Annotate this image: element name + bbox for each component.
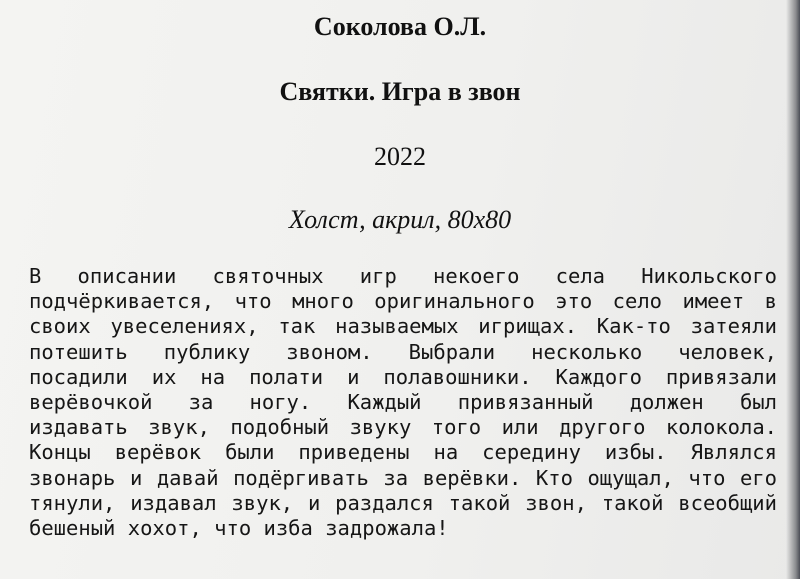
paragraph-line: потешить публику звоном. Выбрали несколько человек, [29, 339, 777, 364]
paragraph-line: подчёркивается, что много оригинального это село имеет в [29, 289, 777, 314]
page-edge-shadow [786, 0, 800, 579]
paragraph-line: своих увеселениях, так называемых игрищах. Как-то затеяли [29, 314, 777, 339]
paragraph-line: бешеный хохот, что изба задрожала! [29, 515, 449, 540]
artwork-title: Святки. Игра в звон [279, 77, 521, 106]
paragraph-line: Концы верёвок были приведены на середину избы. Являлся [29, 440, 777, 465]
paragraph-line: посадили их на полати и полавошники. Каждого привязали [29, 364, 777, 389]
paragraph-line: издавать звук, подобный звуку того или другого колокола. [29, 415, 777, 440]
paragraph-line: В описании святочных игр некоего села Никольского [29, 264, 777, 288]
artwork-year: 2022 [374, 142, 426, 171]
paragraph-line: верёвочкой за ногу. Каждый привязанный должен был [29, 389, 777, 414]
description-paragraph [29, 264, 777, 541]
paragraph-line: тянули, издавал звук, и раздался такой звон, такой всеобщий [29, 490, 777, 515]
author-name: Соколова О.Л. [313, 12, 487, 41]
artwork-medium: Холст, акрил, 80х80 [288, 205, 512, 234]
paragraph-line: звонарь и давай подёргивать за верёвки. Кто ощущал, что его [29, 465, 777, 490]
